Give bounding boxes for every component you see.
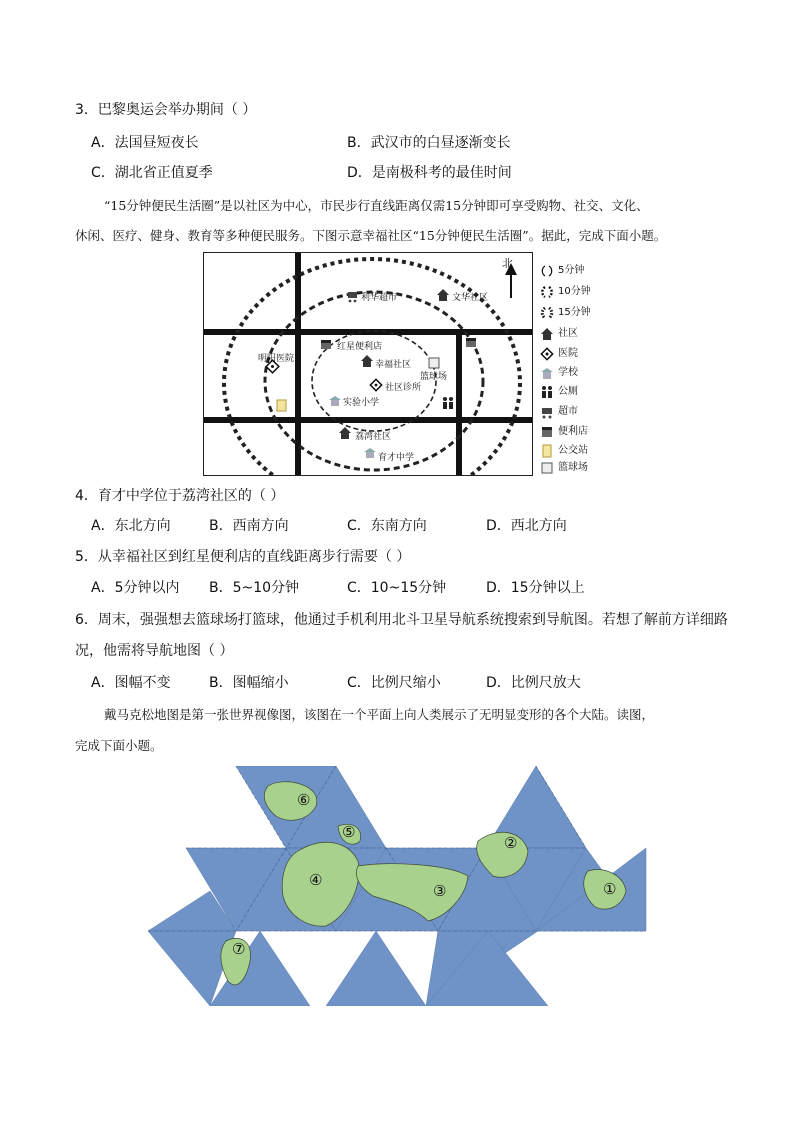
label-xingfu-community: 幸福社区	[375, 360, 412, 370]
q6-stem-line2: 况，他需将导航地图（ ）	[75, 643, 234, 659]
q3-stem: 3．巴黎奥运会举办期间（ ）	[75, 102, 257, 118]
q5-option-b: B．5~10分钟	[209, 580, 300, 596]
school-icon-yucai	[364, 448, 376, 458]
dymaxion-world-map	[148, 766, 648, 1006]
label-hongxing-store: 红星便利店	[337, 342, 383, 352]
q6-option-d: D．比例尺放大	[486, 675, 581, 691]
label-lihua-supermarket: 利华超市	[361, 293, 398, 303]
q4-option-d: D．西北方向	[486, 518, 567, 534]
q5-option-d: D．15分钟以上	[486, 580, 585, 596]
north-label: 北	[502, 257, 513, 270]
label-shiyan-school: 实验小学	[343, 398, 380, 408]
label-wenhua-community: 文华社区	[452, 293, 489, 303]
label-community-clinic: 社区诊所	[385, 383, 422, 393]
q3-option-a: A．法国昼短夜长	[91, 135, 199, 151]
marker-7: ⑦	[232, 940, 246, 958]
q5-option-c: C．10~15分钟	[347, 580, 447, 596]
label-basketball-court: 篮球场	[420, 372, 448, 382]
marker-2: ②	[504, 834, 518, 852]
q5-stem: 5．从幸福社区到红星便利店的直线距离步行需要（ ）	[75, 549, 411, 565]
q6-stem-line1: 6．周末，强强想去篮球场打篮球，他通过手机利用北斗卫星导航系统搜索到导航图。若想了解前方详细路	[75, 612, 728, 628]
intro2-line2: 完成下面小题。	[75, 738, 163, 753]
intro2-line1: 戴马克松地图是第一张世界视像图，该图在一个平面上向人类展示了无明显变形的各个大陆。读图，	[104, 707, 655, 722]
bus-stop-icon	[277, 400, 286, 411]
q6-option-c: C．比例尺缩小	[347, 675, 441, 691]
clinic-icon	[370, 379, 381, 390]
q4-option-c: C．东南方向	[347, 518, 427, 534]
q3-option-b: B．武汉市的白昼逐渐变长	[347, 135, 511, 151]
community-icon-liwan	[339, 427, 351, 439]
marker-1: ①	[603, 880, 617, 898]
label-liwan-community: 荔湾社区	[355, 432, 392, 442]
marker-5: ⑤	[342, 823, 356, 841]
intro1-line1: “15分钟便民生活圈”是以社区为中心，市民步行直线距离仅需15分钟即可享受购物、社交、文化、	[104, 198, 649, 213]
label-yucai-school: 育才中学	[378, 453, 415, 463]
q3-option-c: C．湖北省正值夏季	[91, 165, 213, 181]
life-circle-map	[203, 252, 533, 476]
supermarket-icon	[348, 292, 357, 302]
q4-option-a: A．东北方向	[91, 518, 171, 534]
q3-option-d: D．是南极科考的最佳时间	[347, 165, 512, 181]
marker-4: ④	[309, 871, 323, 889]
marker-3: ③	[433, 882, 447, 900]
convenience-store-icon-east	[466, 338, 476, 347]
intro1-line2: 休闲、医疗、健身、教育等多种便民服务。下图示意幸福社区“15分钟便民生活圈”。据此，完成下面小题。	[75, 228, 667, 243]
community-icon-wenhua	[437, 289, 449, 301]
community-icon-xingfu	[361, 355, 373, 367]
q4-stem: 4．育才中学位于荔湾社区的（ ）	[75, 488, 285, 504]
q4-option-b: B．西南方向	[209, 518, 289, 534]
label-mingyang-hospital: 明阳医院	[258, 354, 295, 364]
q6-option-a: A．图幅不变	[91, 675, 171, 691]
school-icon	[329, 396, 341, 406]
basketball-court-icon	[429, 358, 439, 368]
marker-6: ⑥	[297, 791, 311, 809]
q6-option-b: B．图幅缩小	[209, 675, 289, 691]
toilet-icon	[443, 397, 453, 409]
convenience-store-icon	[321, 340, 331, 349]
q5-option-a: A．5分钟以内	[91, 580, 180, 596]
